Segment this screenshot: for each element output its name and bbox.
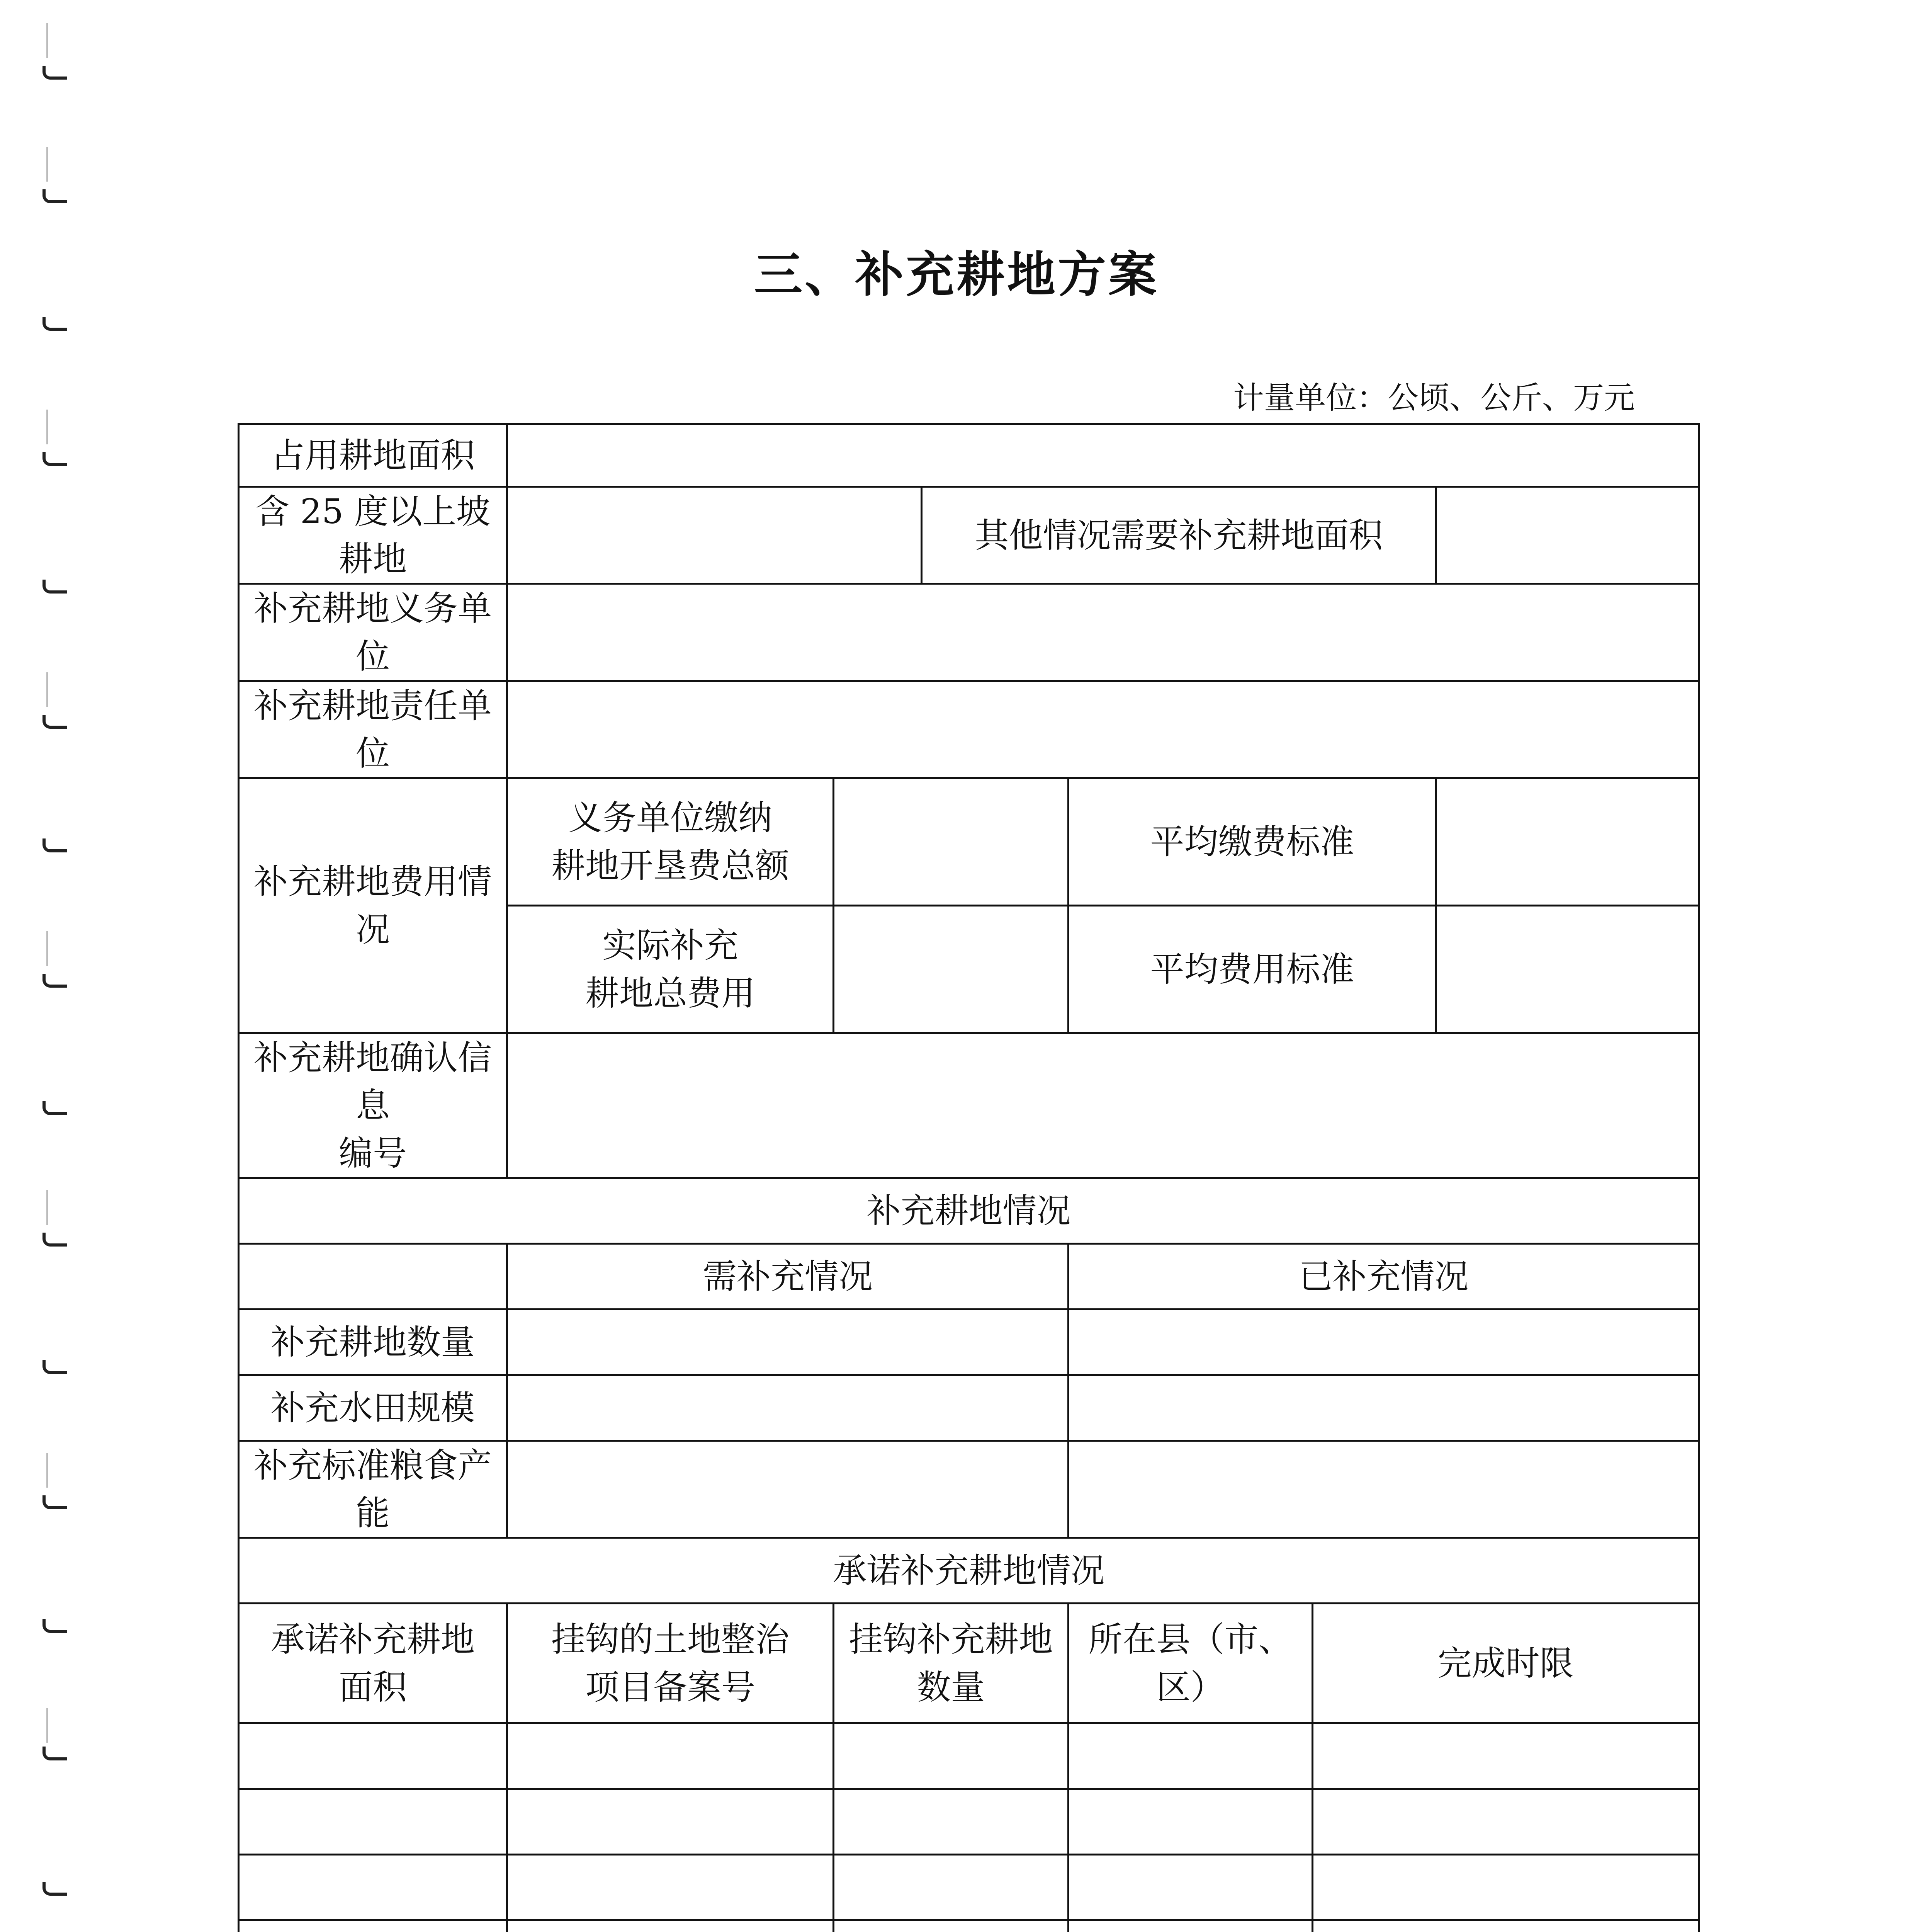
header-linked-area: 挂钩补充耕地数量	[834, 1604, 1069, 1723]
blank-header-cell	[239, 1243, 507, 1309]
binding-dash	[46, 23, 48, 58]
header-county	[1069, 1920, 1313, 1932]
row-promise-section	[239, 1538, 1699, 1604]
value-actual-total[interactable]	[834, 906, 1069, 1033]
col-need: 需补充情况	[507, 1243, 1069, 1309]
binding-dash	[46, 1190, 48, 1225]
header-linked-project	[507, 1920, 834, 1932]
label-supplement-paddy: 补充水田规模	[239, 1375, 507, 1440]
value-paddy-need[interactable]	[507, 1375, 1069, 1440]
cell-input[interactable]	[239, 1723, 507, 1789]
section-title-supplement: 补充耕地情况	[239, 1178, 1699, 1243]
binding-hole-mark	[42, 189, 67, 203]
label-confirm-no-line2: 编号	[338, 1133, 407, 1173]
binding-hole-mark	[42, 580, 67, 594]
header-promise-area-line1: 承诺补充耕地	[270, 1619, 475, 1660]
row-resp-unit	[239, 681, 1699, 778]
label-slope-25: 含 25 度以上坡耕地	[239, 487, 507, 584]
label-duty-fee-total	[507, 778, 834, 906]
label-avg-pay-std: 平均缴费标准	[1069, 778, 1436, 906]
label-confirm-no	[239, 1033, 507, 1178]
value-resp-unit[interactable]	[507, 681, 1699, 778]
row-confirm-no	[239, 1033, 1699, 1178]
table-row	[239, 1789, 1699, 1855]
label-actual-total	[507, 906, 834, 1033]
value-paddy-done[interactable]	[1069, 1375, 1699, 1440]
label-avg-cost-std: 平均费用标准	[1069, 906, 1436, 1033]
row-supplement-header	[239, 1243, 1699, 1309]
header-deadline	[1313, 1920, 1699, 1932]
col-done: 已补充情况	[1069, 1243, 1699, 1309]
header-promise-area-line2: 面积	[338, 1667, 407, 1707]
header-deadline: 完成时限	[1313, 1604, 1699, 1723]
value-qty-done[interactable]	[1069, 1309, 1699, 1375]
cell-input[interactable]	[1069, 1789, 1313, 1855]
cell-input[interactable]	[834, 1855, 1069, 1920]
label-duty-unit: 补充耕地义务单位	[239, 584, 507, 681]
cell-input[interactable]	[1313, 1855, 1699, 1920]
binding-hole-mark	[42, 1747, 67, 1760]
header-county	[1069, 1604, 1313, 1723]
binding-dash	[46, 410, 48, 444]
binding-hole-mark	[42, 1495, 67, 1509]
cell-input[interactable]	[507, 1855, 834, 1920]
label-duty-fee-total-line1: 义务单位缴纳	[568, 798, 772, 838]
row-slope-25	[239, 487, 1699, 584]
value-slope-25[interactable]	[507, 487, 922, 584]
binding-hole-mark	[42, 1360, 67, 1374]
row-supplement-grain	[239, 1440, 1699, 1537]
header-linked-project-line2: 项目备案号	[585, 1667, 755, 1707]
label-supplement-qty: 补充耕地数量	[239, 1309, 507, 1375]
header-linked-paddy	[834, 1920, 1069, 1932]
cell-input[interactable]	[1313, 1789, 1699, 1855]
row-promise-area-header	[239, 1604, 1699, 1723]
label-supplement-grain: 补充标准粮食产能	[239, 1440, 507, 1537]
value-qty-need[interactable]	[507, 1309, 1069, 1375]
cell-input[interactable]	[834, 1723, 1069, 1789]
binding-hole-mark	[42, 1619, 67, 1633]
label-actual-total-line1: 实际补充	[602, 925, 738, 966]
row-supplement-qty	[239, 1309, 1699, 1375]
value-grain-need[interactable]	[507, 1440, 1069, 1537]
value-grain-done[interactable]	[1069, 1440, 1699, 1537]
header-promise-paddy	[239, 1920, 507, 1932]
header-linked-project-line1: 挂钩的土地整治	[551, 1619, 789, 1660]
label-cost-situation: 补充耕地费用情况	[239, 778, 507, 1033]
cell-input[interactable]	[1313, 1723, 1699, 1789]
row-duty-unit	[239, 584, 1699, 681]
binding-hole-mark	[42, 1233, 67, 1247]
label-other-need: 其他情况需要补充耕地面积	[922, 487, 1436, 584]
table-row	[239, 1855, 1699, 1920]
section-title-promise: 承诺补充耕地情况	[239, 1538, 1699, 1604]
binding-dash	[46, 1453, 48, 1488]
table-row	[239, 1723, 1699, 1789]
cell-input[interactable]	[834, 1789, 1069, 1855]
value-confirm-no[interactable]	[507, 1033, 1699, 1178]
binding-hole-mark	[42, 66, 67, 80]
unit-note: 计量单位：公顷、公斤、万元	[1233, 380, 1635, 416]
binding-hole-mark	[42, 1882, 67, 1896]
cell-input[interactable]	[239, 1855, 507, 1920]
binding-dash	[46, 1708, 48, 1743]
binding-hole-mark	[42, 715, 67, 729]
label-occupied-area: 占用耕地面积	[239, 424, 507, 487]
value-avg-cost-std[interactable]	[1436, 906, 1699, 1033]
binding-dash	[46, 931, 48, 966]
row-promise-paddy-header	[239, 1920, 1699, 1932]
value-occupied-area[interactable]	[507, 424, 1699, 487]
row-occupied-area	[239, 424, 1699, 487]
cell-input[interactable]	[1069, 1855, 1313, 1920]
header-county-line2: 区）	[1156, 1667, 1225, 1707]
cell-input[interactable]	[239, 1789, 507, 1855]
binding-dash	[46, 672, 48, 707]
header-county-line1: 所在县（市、	[1088, 1619, 1293, 1660]
value-duty-unit[interactable]	[507, 584, 1699, 681]
label-duty-fee-total-line2: 耕地开垦费总额	[551, 845, 789, 886]
cell-input[interactable]	[507, 1789, 834, 1855]
value-avg-pay-std[interactable]	[1436, 778, 1699, 906]
row-duty-fee	[239, 778, 1699, 906]
binding-hole-mark	[42, 452, 67, 466]
value-duty-fee-total[interactable]	[834, 778, 1069, 906]
binding-hole-mark	[42, 1101, 67, 1115]
row-supplement-section	[239, 1178, 1699, 1243]
header-linked-project	[507, 1604, 834, 1723]
label-resp-unit: 补充耕地责任单位	[239, 681, 507, 778]
cell-input[interactable]	[507, 1723, 834, 1789]
binding-hole-mark	[42, 317, 67, 331]
value-other-need[interactable]	[1436, 487, 1699, 584]
binding-hole-mark	[42, 974, 67, 988]
header-promise-area	[239, 1604, 507, 1723]
cell-input[interactable]	[1069, 1723, 1313, 1789]
farmland-supplement-form	[238, 423, 1700, 1932]
binding-hole-mark	[42, 838, 67, 852]
label-actual-total-line2: 耕地总费用	[585, 973, 755, 1013]
binding-dash	[46, 147, 48, 182]
page-title: 三、补充耕地方案	[754, 247, 1159, 303]
row-supplement-paddy	[239, 1375, 1699, 1440]
label-confirm-no-line1: 补充耕地确认信息	[253, 1038, 492, 1126]
